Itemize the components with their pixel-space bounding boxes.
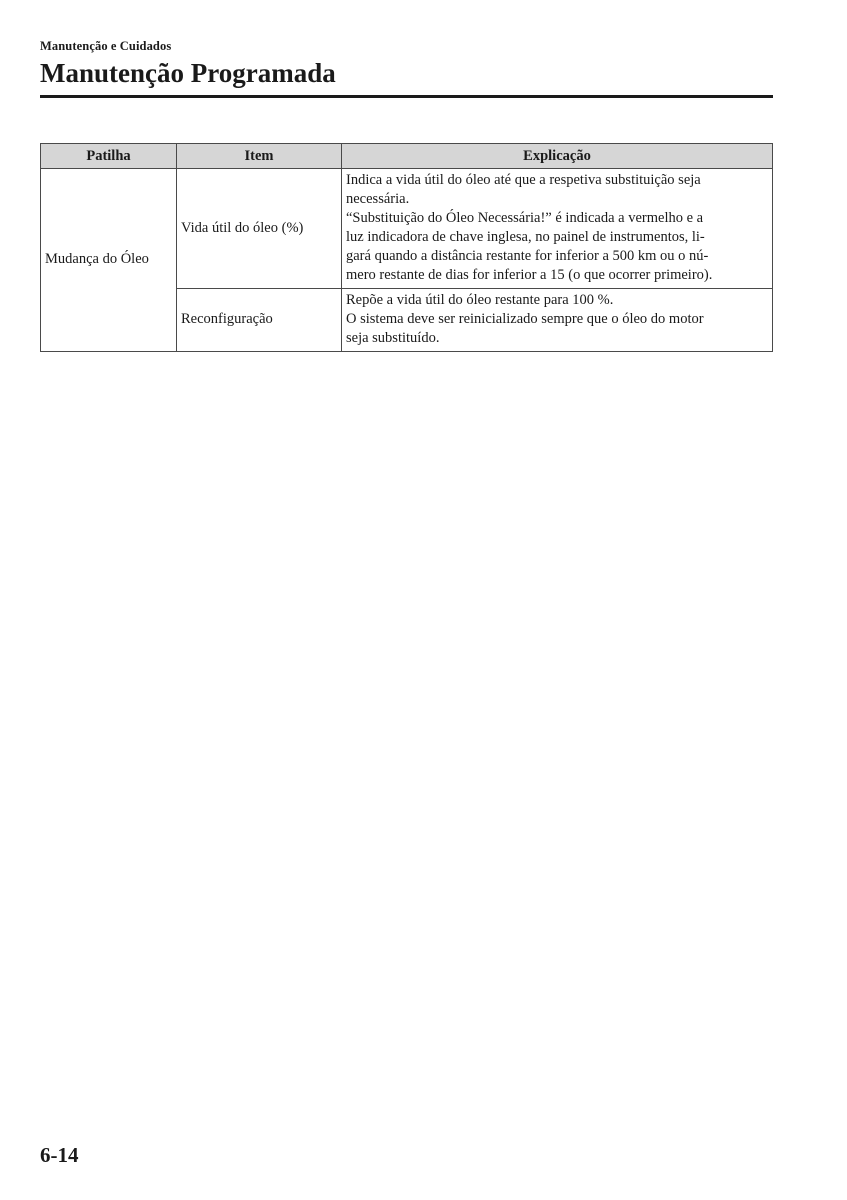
page-number: 6-14 — [40, 1143, 79, 1167]
column-header-explicacao: Explicação — [342, 144, 773, 169]
explanation-line: necessária. — [346, 191, 410, 207]
section-label: Manutenção e Cuidados — [40, 39, 172, 53]
item-cell-oil-life: Vida útil do óleo (%) — [177, 169, 342, 289]
item-cell-reset: Reconfiguração — [177, 289, 342, 352]
maintenance-table — [40, 143, 773, 352]
table-row — [41, 169, 773, 289]
explanation-cell-reset — [342, 289, 773, 352]
column-header-patilha: Patilha — [41, 144, 177, 169]
explanation-cell-oil-life — [342, 169, 773, 289]
column-header-item: Item — [177, 144, 342, 169]
title-rule — [40, 95, 773, 98]
explanation-line: mero restante de dias for inferior a 15 (o que ocorrer primeiro). — [346, 267, 713, 283]
table-header-row — [41, 144, 773, 169]
explanation-line: luz indicadora de chave inglesa, no painel de instrumentos, li- — [346, 229, 705, 245]
explanation-line: O sistema deve ser reinicializado sempre que o óleo do motor — [346, 311, 704, 327]
group-cell-oil-change: Mudança do Óleo — [41, 169, 177, 352]
explanation-line: gará quando a distância restante for inferior a 500 km ou o nú- — [346, 248, 709, 264]
explanation-line: Repõe a vida útil do óleo restante para 100 %. — [346, 292, 614, 308]
explanation-line: seja substituído. — [346, 330, 440, 346]
page-title: Manutenção Programada — [40, 58, 336, 88]
explanation-line: “Substituição do Óleo Necessária!” é indicada a vermelho e a — [346, 210, 704, 226]
explanation-line: Indica a vida útil do óleo até que a respetiva substituição seja — [346, 172, 701, 188]
